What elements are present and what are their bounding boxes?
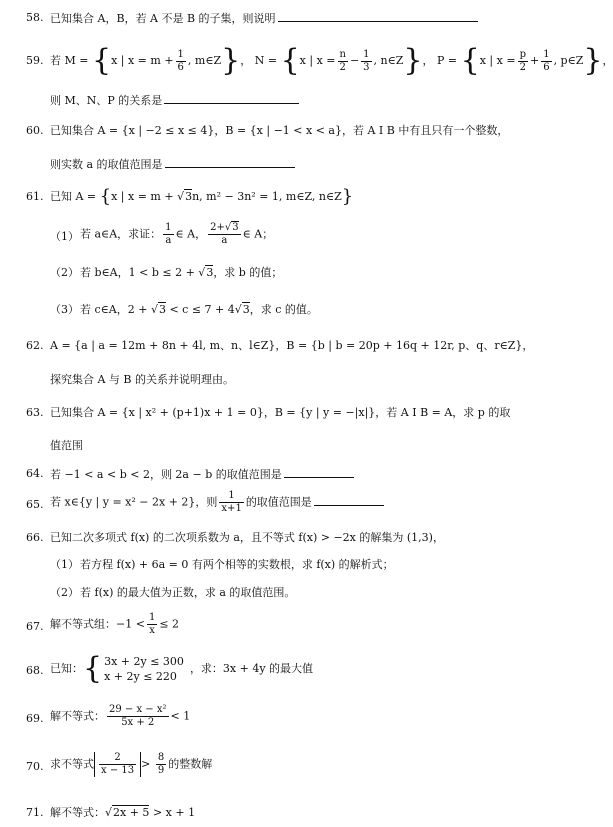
inequality-system: 3x + 2y ≤ 300 x + 2y ≤ 220 [104,655,184,683]
set-m: M = {x | x = m + $\frac{1}{6}$ , m∈Z} [64,43,241,78]
fraction: $\frac{1}{x+1}$ [221,490,242,514]
sub-index: （3） [50,303,79,316]
answer-blank [284,466,354,478]
fraction: $\frac{\text{29 − x − x²}}{5x + 2}$ [109,704,167,728]
square-root: 2x + 5 [113,806,150,819]
problem-text: 若 [50,54,61,67]
answer-blank [314,494,384,506]
problem-number: 68. [26,664,44,677]
sub-index: （1） [50,558,79,571]
fraction: $\frac{1}{x}$ [148,612,156,636]
problem-number: 58. [26,11,44,24]
problem-text: 值范围 [50,439,83,452]
problem-text: A = {a | a = 12m + 8n + 4l, m、n、l∈Z}，B = {b | b = 20p + 16q + 12r, p、q、r∈Z}， [50,339,534,352]
sub-index: （2） [50,586,79,599]
problem-number: 62. [26,339,44,352]
set-p: P = {x | x = $\frac{p}{2}$ + $\frac{1}{6}$ , p∈Z} [437,43,603,78]
problem-70: 70. 求不等式 $\frac{2}{x - 13}$ > $\frac{8}{9}$ 的整数解 [26,752,213,776]
sub-text: 若 f(x) 的最大值为正数，求 a 的取值范围。 [80,586,296,599]
problem-number: 64. [26,467,44,480]
fraction: $\frac{8}{9}$ [157,752,165,776]
problem-text: 则 M、N、P 的关系是 [50,94,163,107]
problem-number: 61. [26,190,44,203]
problem-number: 63. [26,406,44,419]
problem-65: 65. 若 x∈{y | y = x² − 2x + 2}，则 $\frac{1}{x+1}$ 的取值范围是 [0,490,600,520]
absolute-value: $\frac{2}{x - 13}$ [94,752,141,777]
problem-number: 71. [26,806,44,819]
set-n: N = {x | x = $\frac{n}{2}$ − $\frac{1}{3}$ , n∈Z} [254,43,423,78]
problem-number: 60. [26,124,44,137]
sub-index: （2） [50,266,79,279]
problem-number: 67. [26,620,44,633]
problem-59: 59. 若 M = {x | x = m + $\frac{1}{6}$ , m∈Z}， N = {x | x = $\frac{n}{2}$ − $\frac{1}{3}$ , n∈Z}， P = {x | x = $\frac{p}{2}$ + $\frac{1}{6}$ , p∈Z}， [26,43,613,78]
problem-text: 探究集合 A 与 B 的关系并说明理由。 [50,373,235,386]
problem-text: 已知集合 A = {x | x² + (p+1)x + 1 = 0}，B = {y | y = −|x|}，若 A I B = A，求 p 的取 [50,406,511,419]
problem-number: 65. [26,498,44,511]
problem-number: 70. [26,760,44,773]
problem-69: 69. 解不等式： $\frac{\text{29 − x − x²}}{5x + 2}$ < 1 [26,704,191,728]
problem-number: 69. [26,712,44,725]
problem-text: 已知集合 A = {x | −2 ≤ x ≤ 4}，B = {x | −1 < x < a}，若 A I B 中有且只有一个整数， [50,124,509,137]
answer-blank [165,156,295,168]
answer-blank [164,92,299,104]
problem-number: 59. [26,54,44,67]
answer-blank [278,10,478,22]
sub-text: 若方程 f(x) + 6a = 0 有两个相等的实数根，求 f(x) 的解析式； [80,558,394,571]
problem-text: 若 x∈{y | y = x² − 2x + 2}，则 [50,495,218,509]
problem-number: 66. [26,531,44,544]
problem-text: 已知集合 A，B，若 A 不是 B 的子集，则说明 [50,12,276,25]
sub-index: （1） [50,230,79,243]
problem-text: 则实数 a 的取值范围是 [50,158,163,171]
problem-61-sub-1: （1） 若 a∈A，求证： $\frac{1}{a}$ ∈ A， $\frac{2+√3}{a}$ ∈ A； [50,222,274,246]
problem-text: 已知二次多项式 f(x) 的二次项系数为 a，且不等式 f(x) > −2x 的解集为 (1,3)， [50,531,444,544]
problem-68: 68. 已知：{ 3x + 2y ≤ 300 x + 2y ≤ 220 ，求：3x + 4y 的最大值 [26,651,314,686]
problem-text: 若 −1 < a < b < 2，则 2a − b 的取值范围是 [50,468,282,481]
problem-67: 67. 解不等式组：−1 < $\frac{1}{x}$ ≤ 2 [26,612,180,636]
